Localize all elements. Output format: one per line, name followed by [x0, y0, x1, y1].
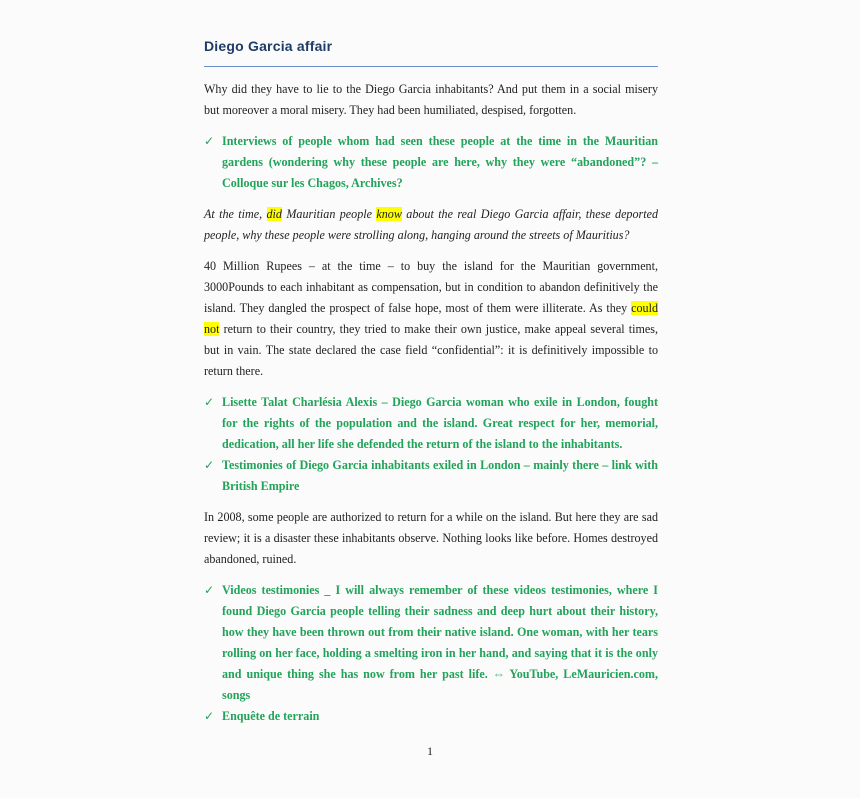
checkmark-icon: ✓	[204, 134, 215, 148]
highlighted-phrase: could not	[204, 301, 658, 336]
highlighted-word: know	[376, 207, 402, 221]
paragraph-intro: Why did they have to lie to the Diego Garcia inhabitants? And put them in a social misery but moreover a moral misery. They had been humiliated, despised, forgotten.	[204, 82, 658, 117]
list-item-text: Videos testimonies _ I will always remember of these videos testimonies, where I found Diego Garcia people telling their sadness and deep hurt about their history, how they have been thrown out from their native island. One woman, with her tears rolling on her face, holding a smelting iron in her hand, and saying that it is the only and unique thing she has now from her past life. ⇔ YouTube, LeMauricien.com, songs	[222, 583, 658, 702]
list-item	[204, 131, 658, 194]
text-run: 40 Million Rupees – at the time – to buy the island for the Mauritian government, 3000Pounds to each inhabitant as compensation, but in condition to abandon definitively the island. They dangled the prospect of false hope, most of them were illiterate. As they	[204, 259, 658, 315]
checkmark-icon: ✓	[204, 458, 215, 472]
check-list-1	[204, 131, 658, 194]
checkmark-icon: ✓	[204, 395, 215, 409]
document-body	[204, 34, 658, 727]
list-item-text: Lisette Talat Charlésia Alexis – Diego Garcia woman who exile in London, fought for the rights of the population and the island. Great respect for her, memorial, dedication, all her life she defended the return of the island to the inhabitants.	[222, 395, 658, 451]
list-item-text: Testimonies of Diego Garcia inhabitants exiled in London – mainly there – link with British Empire	[222, 458, 658, 493]
paragraph-question	[204, 204, 658, 246]
text-run: about the real Diego Garcia affair, these deported people, why these people were strolling along, hanging around the streets of Mauritius?	[204, 207, 659, 242]
page-title: Diego Garcia affair	[204, 34, 658, 67]
paragraph-return-2008: In 2008, some people are authorized to return for a while on the island. But here they are sad review; it is a disaster these inhabitants observe. Nothing looks like before. Homes destroyed abandoned, ruined.	[204, 510, 658, 566]
paragraph-compensation	[204, 256, 658, 382]
list-item	[204, 580, 658, 706]
list-item	[204, 455, 658, 497]
highlighted-word: did	[266, 207, 282, 221]
list-item	[204, 392, 658, 455]
checkmark-icon: ✓	[204, 583, 215, 597]
list-item-text: Interviews of people whom had seen these people at the time in the Mauritian gardens (wondering why these people are here, why they were “abandoned”? – Colloque sur les Chagos, Archives?	[222, 134, 658, 190]
text-run: Mauritian people	[281, 207, 377, 221]
checkmark-icon: ✓	[204, 709, 215, 723]
text-run: At the time,	[204, 207, 267, 221]
page-number: 1	[427, 744, 433, 758]
check-list-3	[204, 580, 658, 727]
text-run: return to their country, they tried to make their own justice, make appeal several times, but in vain. The state declared the case field “confidential”: it is definitively impossible to return there.	[204, 322, 658, 378]
list-item-text: Enquête de terrain	[222, 709, 320, 723]
list-item	[204, 706, 658, 727]
check-list-2	[204, 392, 658, 497]
